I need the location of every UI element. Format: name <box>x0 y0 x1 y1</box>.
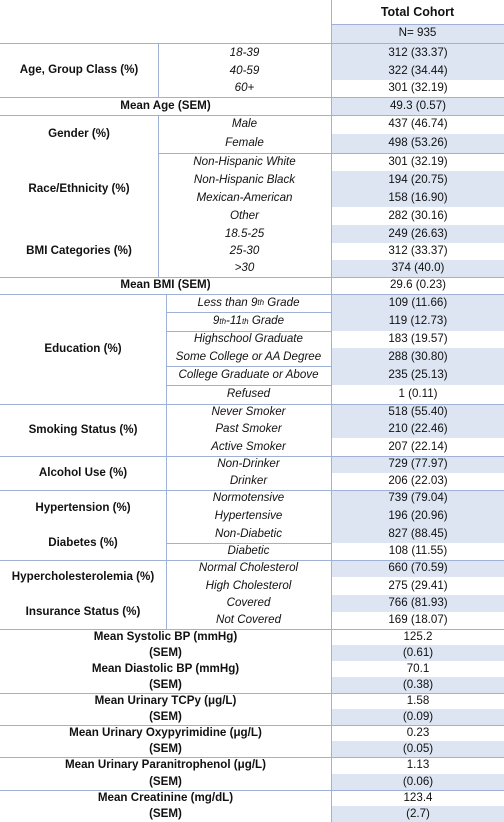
mean-sem-label: (SEM) <box>149 645 182 659</box>
row-subcategory: Non-Drinker <box>217 457 280 471</box>
header-title: Total Cohort <box>380 5 455 20</box>
sub-part: Less than 9 <box>197 295 258 309</box>
row-subcategory: College Graduate or Above <box>178 368 319 382</box>
row-value: 1 (0.11) <box>398 387 438 401</box>
row-subcategory: Drinker <box>229 474 268 488</box>
sub-part: Grade <box>248 314 285 328</box>
sub-part: -11 <box>226 314 242 328</box>
mean-value: 70.1 <box>406 661 430 675</box>
row-subcategory: Male <box>231 117 258 131</box>
row-subcategory: Non-Hispanic Black <box>193 172 296 186</box>
row-value: 374 (40.0) <box>332 260 504 277</box>
row-subcategory: Normal Cholesterol <box>198 561 299 575</box>
cat-mean-age: Mean Age (SEM) <box>120 98 211 112</box>
row-value: 108 (11.55) <box>388 544 448 558</box>
row-value: 275 (29.41) <box>388 578 448 592</box>
row-subcategory: Female <box>225 136 264 150</box>
row-value: 194 (20.75) <box>332 171 504 189</box>
row-subcategory: Mexican-American <box>196 190 293 204</box>
row-value: 518 (55.40) <box>332 404 504 421</box>
mean-se: (0.06) <box>332 774 504 791</box>
superscript: th <box>219 316 227 326</box>
cat-race: Race/Ethnicity (%) <box>28 181 130 195</box>
mean-label: Mean Urinary Oxypyrimidine (μg/L) <box>69 725 262 739</box>
mean-sem-label: (SEM) <box>149 774 182 788</box>
row-value: 29.6 (0.23) <box>389 278 447 292</box>
row-value: 322 (34.44) <box>332 62 504 80</box>
row-subcategory: 18.5-25 <box>224 226 265 240</box>
row-subcategory: Refused <box>226 387 271 401</box>
row-subcategory: Some College or AA Degree <box>175 349 322 363</box>
row-value: 729 (77.97) <box>332 456 504 473</box>
mean-value: 1.13 <box>406 758 430 771</box>
row-value: 109 (11.66) <box>332 294 504 312</box>
mean-se: (0.61) <box>332 645 504 661</box>
row-value: 235 (25.13) <box>332 366 504 385</box>
mean-label: Mean Systolic BP (mmHg) <box>93 629 238 643</box>
row-value: 660 (70.59) <box>332 560 504 577</box>
mean-sem-label: (SEM) <box>149 741 182 755</box>
row-value: 766 (81.93) <box>332 595 504 612</box>
row-value: 288 (30.80) <box>332 348 504 366</box>
cat-hyperchol: Hypercholesterolemia (%) <box>11 570 155 584</box>
mean-se: (2.7) <box>332 806 504 822</box>
row-subcategory: Not Covered <box>215 613 282 627</box>
row-value: 169 (18.07) <box>388 613 448 627</box>
row-subcategory: Normotensive <box>212 491 285 505</box>
row-subcategory: 18-39 <box>229 45 260 59</box>
row-subcategory: Other <box>230 208 259 222</box>
mean-label: Mean Creatinine (mg/dL) <box>97 790 234 804</box>
mean-value: 123.4 <box>403 790 433 804</box>
row-value: 183 (19.57) <box>388 332 448 346</box>
row-subcategory: Covered <box>226 596 271 610</box>
row-subcategory: >30 <box>234 261 255 275</box>
row-subcategory: High Cholesterol <box>205 578 292 592</box>
mean-se: (0.05) <box>332 741 504 757</box>
cat-diabetes: Diabetes (%) <box>48 535 118 549</box>
header-n: N= 935 <box>331 24 504 43</box>
row-subcategory: Highschool Graduate <box>194 332 303 346</box>
row-subcategory: Non-Diabetic <box>214 527 282 541</box>
mean-sem-label: (SEM) <box>149 709 182 723</box>
cat-bmi: BMI Categories (%) <box>26 243 132 257</box>
row-value: 119 (12.73) <box>332 312 504 331</box>
row-subcategory: Diabetic <box>227 544 270 558</box>
superscript: th <box>257 298 265 307</box>
row-value: 739 (79.04) <box>332 490 504 507</box>
row-value: 206 (22.03) <box>388 474 448 488</box>
cat-alcohol: Alcohol Use (%) <box>38 465 128 479</box>
mean-label: Mean Urinary TCPy (μg/L) <box>94 693 237 707</box>
row-subcategory: Hypertensive <box>214 509 283 523</box>
mean-se: (0.38) <box>332 677 504 693</box>
row-subcategory: Never Smoker <box>211 405 286 419</box>
mean-value: 125.2 <box>403 629 433 643</box>
mean-sem-label: (SEM) <box>149 677 182 691</box>
cat-smoking: Smoking Status (%) <box>28 422 138 436</box>
superscript: th <box>241 316 249 326</box>
mean-value: 0.23 <box>406 725 430 739</box>
row-value: 207 (22.14) <box>388 439 448 453</box>
row-value: 312 (33.37) <box>388 244 448 258</box>
row-value: 827 (88.45) <box>332 526 504 543</box>
row-value: 196 (20.96) <box>332 507 504 526</box>
row-value: 210 (22.46) <box>332 421 504 438</box>
mean-label: Mean Urinary Paranitrophenol (μg/L) <box>65 758 266 771</box>
cat-gender: Gender (%) <box>48 126 110 140</box>
row-subcategory: Active Smoker <box>211 439 286 453</box>
row-subcategory <box>166 312 331 331</box>
sub-part: 9 <box>212 314 220 328</box>
cat-age: Age, Group Class (%) <box>19 63 139 77</box>
cat-insurance: Insurance Status (%) <box>25 604 141 618</box>
row-value: 249 (26.63) <box>332 225 504 243</box>
mean-label: Mean Diastolic BP (mmHg) <box>91 661 240 675</box>
cat-hypertension: Hypertension (%) <box>35 500 131 514</box>
row-subcategory: 60+ <box>234 81 255 95</box>
mean-sem-label: (SEM) <box>149 806 182 820</box>
row-value: 282 (30.16) <box>388 208 448 222</box>
row-value: 49.3 (0.57) <box>332 97 504 115</box>
row-value: 498 (53.26) <box>332 134 504 153</box>
row-subcategory: 40-59 <box>229 63 260 77</box>
row-value: 301 (32.19) <box>388 154 448 168</box>
sub-part: Grade <box>264 295 300 309</box>
row-subcategory: 25-30 <box>229 244 260 258</box>
row-value: 158 (16.90) <box>332 189 504 207</box>
row-subcategory <box>166 294 331 312</box>
cat-education: Education (%) <box>44 341 122 355</box>
cat-mean-bmi: Mean BMI (SEM) <box>120 278 211 292</box>
mean-value: 1.58 <box>406 693 430 707</box>
mean-se: (0.09) <box>332 709 504 725</box>
row-subcategory: Non-Hispanic White <box>193 154 296 168</box>
row-value: 437 (46.74) <box>388 117 448 131</box>
row-value: 312 (33.37) <box>332 44 504 62</box>
row-value: 301 (32.19) <box>388 81 448 95</box>
row-subcategory: Past Smoker <box>215 422 282 436</box>
